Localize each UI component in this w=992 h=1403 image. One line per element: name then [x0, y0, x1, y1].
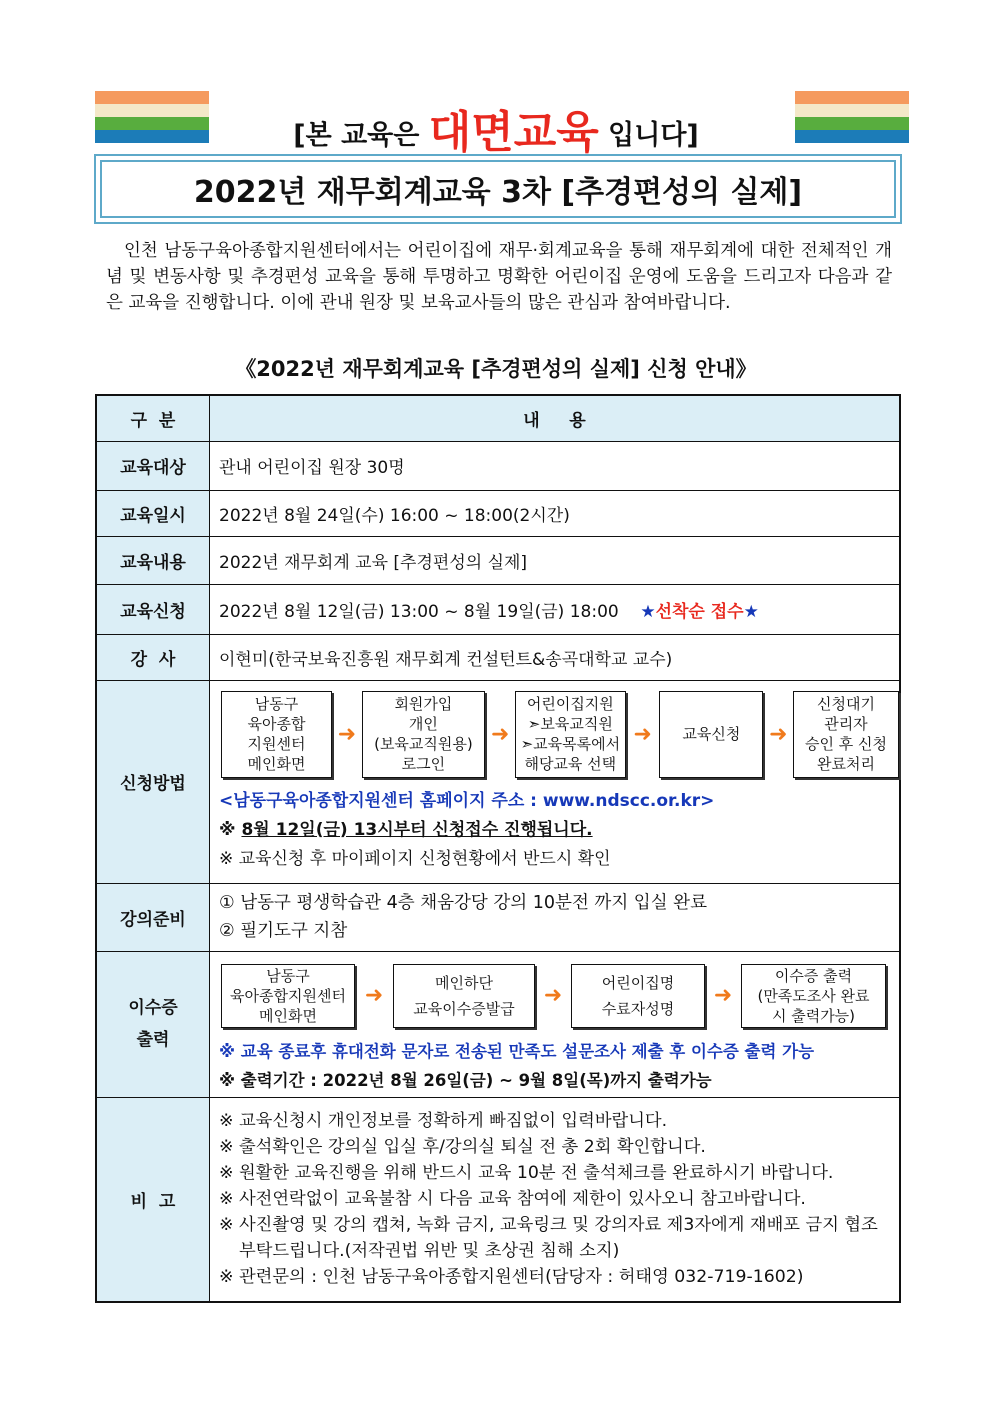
prep-item: ① 남동구 평생학습관 4층 채움강당 강의 10분전 까지 입실 완료 — [219, 893, 707, 913]
banner — [0, 96, 992, 160]
method-note-1: ※ 8월 12일(금) 13시부터 신청접수 진행됩니다. — [219, 819, 593, 840]
arrow-right-icon: ➜ — [768, 721, 788, 747]
cert-label: 이수증 출력 — [96, 951, 210, 1097]
table-row-lecturer — [96, 634, 900, 680]
arrow-right-icon: ➜ — [490, 721, 510, 747]
method-step: 신청대기 관리자 승인 후 신청 완료처리 — [793, 691, 899, 778]
lecturer-value: 이현미(한국보육진흥원 재무회계 컨설턴트&송곡대학교 교수) — [210, 634, 901, 680]
table-row-method — [96, 680, 900, 883]
banner-prefix: [본 교육은 — [293, 120, 420, 151]
apply-label: 교육신청 — [96, 584, 210, 634]
content-value: 2022년 재무회계 교육 [추경편성의 실제] — [210, 536, 901, 584]
remarks-cell — [210, 1097, 901, 1302]
method-step: 회원가입 개인 (보육교직원용) 로그인 — [362, 691, 486, 778]
star-icon: ★ — [640, 601, 656, 622]
intro-paragraph: 인천 남동구육아종합지원센터에서는 어린이집에 재무·회계교육을 통해 재무회계에 대한 전체적인 개념 및 변동사항 및 추경편성 교육을 통해 투명하고 명확한 어린이집 운영에 도움을 드리고자 다음과 같은 교육을 진행합니다. 이에 관내 원장 및 보육교사들의 많은 관심과 참여바랍니다. — [106, 241, 892, 313]
remark-item: ※ 사전연락없이 교육불참 시 다음 교육 참여에 제한이 있사오니 참고바랍니다. — [219, 1189, 806, 1210]
method-flow — [210, 691, 899, 778]
cert-step: 메인하단 교육이수증발급 — [393, 964, 535, 1028]
date-label: 교육일시 — [96, 490, 210, 536]
target-value: 관내 어린이집 원장 30명 — [210, 441, 901, 490]
method-step: 어린이집지원 ➣보육교직원 ➣교육목록에서 해당교육 선택 — [515, 691, 626, 778]
method-step: 교육신청 — [659, 691, 763, 778]
cert-step: 남동구 육아종합지원센터 메인화면 — [221, 964, 355, 1028]
apply-cell — [210, 584, 901, 634]
table-row-apply — [96, 584, 900, 634]
apply-badge: 선착순 접수 — [655, 601, 744, 622]
content-label: 교육내용 — [96, 536, 210, 584]
lecturer-label: 강 사 — [96, 634, 210, 680]
remark-item: ※ 출석확인은 강의실 입실 후/강의실 퇴실 전 총 2회 확인합니다. — [219, 1137, 706, 1158]
table-row-remarks — [96, 1097, 900, 1302]
cert-cell — [210, 951, 901, 1097]
cert-step: 이수증 출력 (만족도조사 완료 시 출력가능) — [741, 964, 886, 1028]
banner-suffix: 입니다] — [608, 120, 699, 151]
header-col2: 내 용 — [210, 395, 901, 441]
arrow-right-icon: ➜ — [364, 983, 384, 1008]
arrow-right-icon: ➜ — [633, 721, 652, 747]
arrow-right-icon: ➜ — [337, 721, 356, 747]
table-row-date — [96, 490, 900, 536]
apply-value: 2022년 8월 12일(금) 13:00 ~ 8월 19일(금) 18:00 — [219, 601, 619, 622]
method-label: 신청방법 — [96, 680, 210, 883]
method-cell — [210, 680, 901, 883]
title-box — [94, 154, 902, 224]
target-label: 교육대상 — [96, 441, 210, 490]
table-row-content — [96, 536, 900, 584]
remark-item: ※ 사진촬영 및 강의 캡쳐, 녹화 금지, 교육링크 및 강의자료 제3자에게 재배포 금지 협조부탁드립니다.(저작권법 위반 및 초상권 침해 소지) — [219, 1215, 878, 1262]
table-row-target — [96, 441, 900, 490]
prep-label: 강의준비 — [96, 883, 210, 951]
remark-item: ※ 교육신청시 개인정보를 정확하게 빠짐없이 입력바랍니다. — [219, 1111, 668, 1132]
arrow-right-icon: ➜ — [543, 983, 563, 1008]
method-note-2: ※ 교육신청 후 마이페이지 신청현황에서 반드시 확인 — [219, 848, 611, 869]
cert-note-1: ※ 교육 종료후 휴대전화 문자로 전송된 만족도 설문조사 제출 후 이수증 출력 가능 — [219, 1041, 815, 1061]
table-header-row — [96, 395, 900, 441]
header-col1: 구 분 — [96, 395, 210, 441]
table-row-cert — [96, 951, 900, 1097]
banner-highlight: 대면교육 — [428, 107, 599, 158]
method-step: 남동구 육아종합 지원센터 메인화면 — [221, 691, 332, 778]
remark-item: ※ 원활한 교육진행을 위해 반드시 교육 10분 전 출석체크를 완료하시기 바랍니다. — [219, 1163, 834, 1184]
remark-item: ※ 관련문의 : 인천 남동구육아종합지원센터(담당자 : 허태영 032-719-1602) — [219, 1267, 804, 1288]
cert-step: 어린이집명 수료자성명 — [571, 964, 705, 1028]
date-value: 2022년 8월 24일(수) 16:00 ~ 18:00(2시간) — [210, 490, 901, 536]
homepage-address: <남동구육아종합지원센터 홈페이지 주소 : www.ndscc.or.kr> — [219, 790, 715, 811]
prep-cell — [210, 883, 901, 951]
cert-note-2: ※ 출력기간 : 2022년 8월 26일(금) ~ 9월 8일(목)까지 출력가능 — [219, 1070, 712, 1090]
prep-item: ② 필기도구 지참 — [219, 921, 348, 941]
page-title: 2022년 재무회계교육 3차 [추경편성의 실제] — [100, 160, 896, 218]
table-row-prep — [96, 883, 900, 951]
star-icon: ★ — [743, 601, 759, 622]
arrow-right-icon: ➜ — [713, 983, 733, 1008]
info-table — [95, 394, 901, 1303]
section-subtitle: 《2022년 재무회계교육 [추경편성의 실제] 신청 안내》 — [235, 357, 757, 381]
remarks-label: 비 고 — [96, 1097, 210, 1302]
cert-flow — [210, 964, 899, 1028]
